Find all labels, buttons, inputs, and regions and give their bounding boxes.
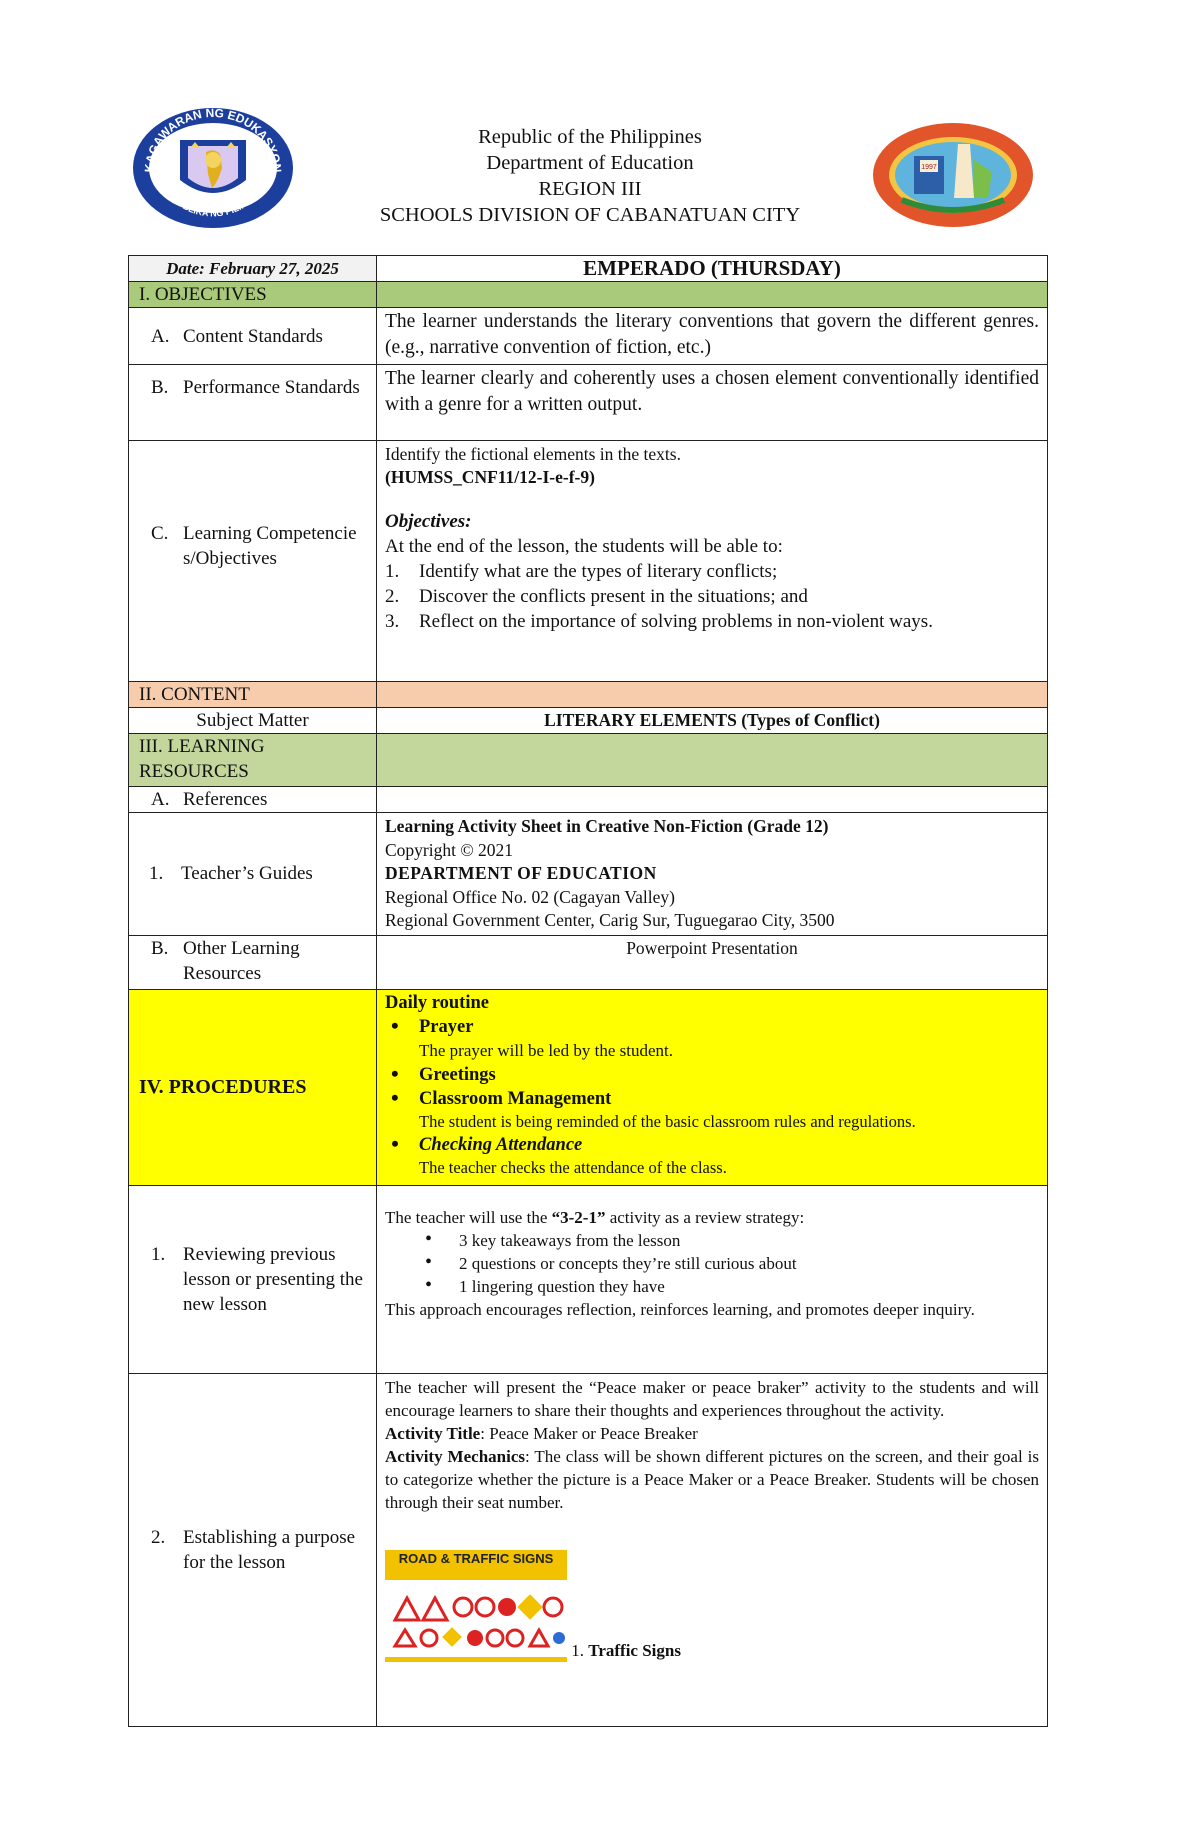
competencies-label: C. Learning Competencies/Objectives — [151, 523, 357, 569]
subject-matter-label: Subject Matter — [129, 708, 377, 734]
guide-title: Learning Activity Sheet in Creative Non-Fiction (Grade 12) — [385, 816, 829, 836]
reviewing-intro: The teacher will use the “3-2-1” activity as a review strategy: — [385, 1207, 805, 1227]
deped-seal-text-bottom: REPUBLIKA NG PILIPINAS — [163, 185, 263, 219]
purpose-content — [377, 1373, 1048, 1726]
teachers-guides-content — [377, 813, 1048, 936]
references-label: A. References — [151, 789, 268, 810]
performance-standards-text: The learner clearly and coherently uses a chosen element conventionally identified with a genre for a written output. — [377, 365, 1048, 441]
competency-code: (HUMSS_CNF11/12-I-e-f-9) — [385, 467, 595, 487]
header-region: REGION III — [538, 178, 642, 200]
resources-heading-row — [129, 734, 1048, 787]
objectives-heading-fill — [377, 282, 1048, 308]
other-resources-label-cell — [129, 935, 377, 989]
activity-title: Activity Title: Peace Maker or Peace Breaker — [385, 1423, 698, 1443]
content-standards-text: The learner understands the literary conventions that govern the different genres. (e.g., narrative convention of fiction, etc.) — [377, 308, 1048, 365]
objective-item: 1. Identify what are the types of literary conflicts; — [385, 561, 778, 582]
objectives-heading-row — [129, 282, 1048, 308]
guide-address: Regional Government Center, Carig Sur, Tuguegarao City, 3500 — [385, 910, 835, 930]
references-label-cell — [129, 787, 377, 813]
reviewing-row — [129, 1185, 1048, 1373]
division-seal-logo — [870, 120, 1036, 230]
activity-mechanics: Activity Mechanics: The class will be shown different pictures on the screen, and their goal is to categorize whether the picture is a Peace Maker or a Peace Breaker. Students will be chosen through their seat number. — [385, 1446, 1039, 1512]
date-cell: Date: February 27, 2025 — [129, 256, 377, 282]
teachers-guides-label-cell — [129, 813, 377, 936]
teachers-guides-row — [129, 813, 1048, 936]
subject-matter-row — [129, 708, 1048, 734]
other-resources-row — [129, 935, 1048, 989]
section-title: EMPERADO (THURSDAY) — [377, 256, 1048, 282]
objective-item: 3. Reflect on the importance of solving problems in non-violent ways. — [385, 611, 933, 632]
reviewing-content — [377, 1185, 1048, 1373]
review-bullet: • 2 questions or concepts they’re still curious about — [425, 1252, 1039, 1275]
daily-routine-heading: Daily routine — [385, 992, 489, 1013]
guide-publisher: DEPARTMENT OF EDUCATION — [385, 863, 657, 883]
objectives-intro: At the end of the lesson, the students will be able to: — [385, 536, 783, 557]
purpose-label: 2. Establishing a purpose for the lesson — [151, 1526, 356, 1573]
deped-seal-text-top: KAGAWARAN NG EDUKASYON — [141, 105, 285, 173]
content-heading-fill — [377, 682, 1048, 708]
resources-heading: III. LEARNING RESOURCES — [129, 734, 377, 787]
review-bullet: • 1 lingering question they have — [425, 1275, 1039, 1298]
competencies-content — [377, 441, 1048, 682]
teachers-guides-label: 1. Teacher’s Guides — [149, 863, 313, 885]
reviewing-label-cell — [129, 1185, 377, 1373]
header-department: Department of Education — [486, 152, 694, 174]
purpose-row — [129, 1373, 1048, 1726]
reviewing-label: 1. Reviewing previous lesson or presenting the new lesson — [151, 1243, 363, 1315]
title-row — [129, 256, 1048, 282]
guide-office: Regional Office No. 02 (Cagayan Valley) — [385, 886, 675, 907]
objective-item: 2. Discover the conflicts present in the situations; and — [385, 586, 808, 607]
subject-matter-value: LITERARY ELEMENTS (Types of Conflict) — [377, 708, 1048, 734]
routine-desc-prayer: The prayer will be led by the student. — [419, 1040, 673, 1060]
competency-identify: Identify the fictional elements in the texts. — [385, 444, 681, 464]
other-resources-value: Powerpoint Presentation — [377, 935, 1048, 989]
purpose-label-cell — [129, 1373, 377, 1726]
content-standards-row — [129, 308, 1048, 365]
reviewing-closing: This approach encourages reflection, reinforces learning, and promotes deeper inquiry. — [385, 1299, 975, 1319]
lesson-plan-table — [128, 255, 1048, 1727]
routine-item-prayer: • Prayer — [385, 1015, 1039, 1039]
traffic-signs-figure — [385, 1550, 1039, 1662]
references-row — [129, 787, 1048, 813]
document-header — [0, 0, 1200, 250]
other-resources-label: B. Other Learning Resources — [151, 937, 300, 984]
competencies-label-cell — [129, 441, 377, 682]
content-standards-label-cell — [129, 308, 377, 365]
performance-standards-label-cell — [129, 365, 377, 441]
purpose-intro: The teacher will present the “Peace maker or peace braker” activity to the students and will encourage learners to share their thoughts and experiences throughout the activity. — [385, 1377, 1039, 1420]
references-value — [377, 787, 1048, 813]
routine-list — [385, 1015, 1039, 1179]
competencies-row — [129, 441, 1048, 682]
objectives-list — [385, 559, 1039, 634]
routine-item-greetings: • Greetings — [385, 1063, 1039, 1087]
review-bullet: • 3 key takeaways from the lesson — [425, 1229, 1039, 1252]
reviewing-bullets — [385, 1229, 1039, 1298]
objectives-subheading: Objectives: — [385, 511, 472, 532]
content-heading: II. CONTENT — [129, 682, 377, 708]
routine-desc-classroom: The student is being reminded of the basic classroom rules and regulations. — [419, 1111, 916, 1131]
content-heading-row — [129, 682, 1048, 708]
division-seal-year: 1997 — [921, 164, 937, 171]
header-republic: Republic of the Philippines — [478, 126, 702, 148]
header-agency-text — [300, 124, 880, 228]
performance-standards-row — [129, 365, 1048, 441]
routine-desc-attendance: The teacher checks the attendance of the class. — [419, 1157, 727, 1177]
routine-item-classroom: • Classroom Management — [385, 1087, 1039, 1111]
header-division: SCHOOLS DIVISION OF CABANATUAN CITY — [379, 204, 801, 226]
performance-standards-label: B. Performance Standards — [151, 377, 360, 398]
deped-seal-logo — [128, 102, 298, 228]
traffic-signs-caption: 1. Traffic Signs — [571, 1640, 681, 1660]
procedures-heading: IV. PROCEDURES — [129, 989, 377, 1185]
traffic-signs-icons — [385, 1580, 567, 1658]
traffic-signs-banner: ROAD & TRAFFIC SIGNS — [385, 1550, 567, 1580]
procedures-row — [129, 989, 1048, 1185]
objectives-heading: I. OBJECTIVES — [129, 282, 377, 308]
routine-item-attendance: • Checking Attendance — [385, 1133, 1039, 1157]
content-standards-label: A. Content Standards — [151, 325, 323, 347]
daily-routine — [377, 989, 1048, 1185]
resources-heading-fill — [377, 734, 1048, 787]
traffic-signs-image — [385, 1550, 567, 1662]
guide-copyright: Copyright © 2021 — [385, 839, 514, 860]
